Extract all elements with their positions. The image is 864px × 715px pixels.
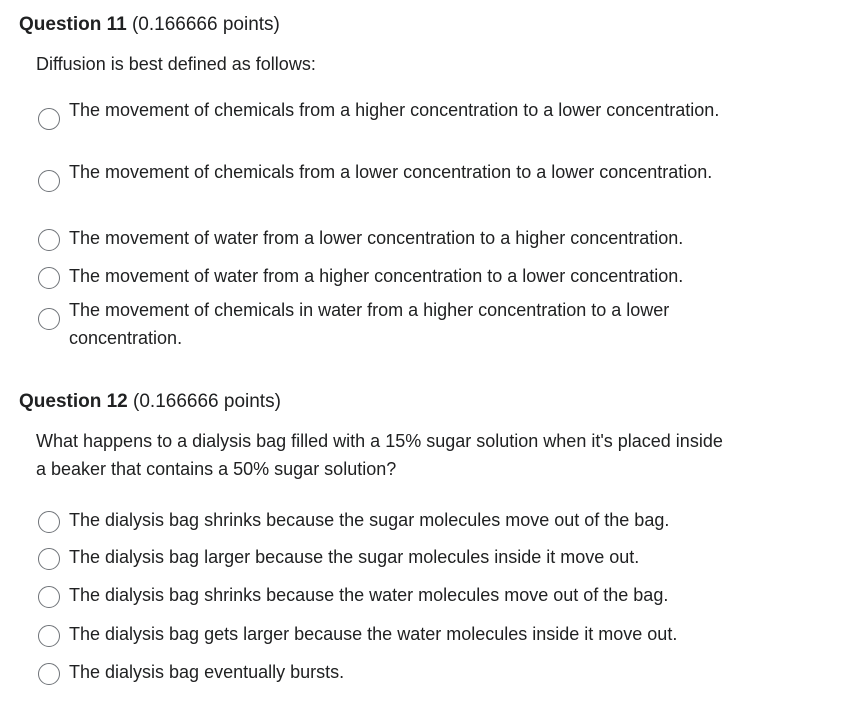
option-label: The movement of water from a lower concentration to a higher concentration. — [69, 228, 684, 248]
radio-button[interactable] — [38, 663, 60, 685]
question-number: Question 11 — [19, 14, 127, 35]
option-label: The dialysis bag larger because the sugar molecules inside it move out. — [69, 547, 640, 567]
option-label: The dialysis bag shrinks because the water molecules move out of the bag. — [69, 585, 669, 605]
radio-button[interactable] — [38, 170, 60, 192]
radio-button[interactable] — [38, 511, 60, 533]
question-points: (0.166666 points) — [133, 391, 281, 412]
radio-button[interactable] — [38, 625, 60, 647]
option-label: The dialysis bag shrinks because the sugar molecules move out of the bag. — [69, 510, 670, 530]
question-prompt: What happens to a dialysis bag filled with a 15% sugar solution when it's placed inside a beaker that contains a 50% sugar solution? — [36, 431, 723, 479]
radio-button[interactable] — [38, 229, 60, 251]
radio-button[interactable] — [38, 548, 60, 570]
option-label: The movement of water from a higher concentration to a lower concentration. — [69, 266, 684, 286]
question-prompt: Diffusion is best defined as follows: — [36, 54, 316, 74]
option-label: The movement of chemicals from a higher concentration to a lower concentration. — [69, 100, 720, 120]
radio-button[interactable] — [38, 267, 60, 289]
option-label: The dialysis bag eventually bursts. — [69, 662, 345, 682]
question-12-header — [19, 391, 281, 413]
option-label: The movement of chemicals from a lower concentration to a lower concentration. — [69, 162, 713, 182]
option-label: The movement of chemicals in water from a higher concentration to a lower concentration. — [69, 300, 670, 348]
question-number: Question 12 — [19, 391, 128, 412]
radio-button[interactable] — [38, 108, 60, 130]
question-11-header — [19, 14, 280, 36]
question-points: (0.166666 points) — [131, 14, 280, 35]
radio-button[interactable] — [38, 586, 60, 608]
option-label: The dialysis bag gets larger because the water molecules inside it move out. — [69, 624, 678, 644]
radio-button[interactable] — [38, 308, 60, 330]
